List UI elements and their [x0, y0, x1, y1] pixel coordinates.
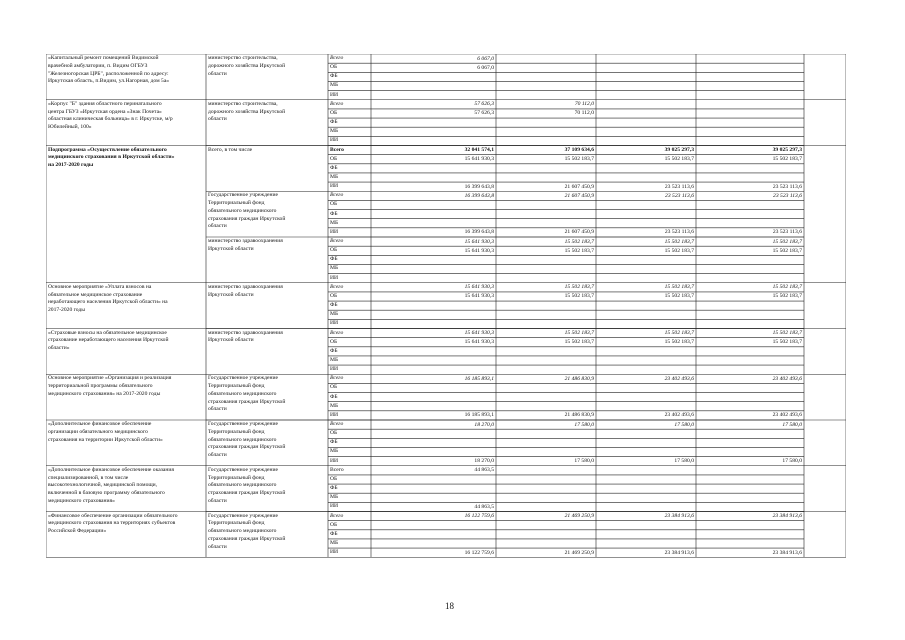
amount-cell: [696, 504, 802, 513]
amount-cell: [496, 138, 594, 147]
amount-cell: [696, 495, 802, 504]
source-label: Всего: [330, 375, 344, 382]
amount-cell: 15 502 183,7: [772, 156, 802, 163]
source-label: Всего: [330, 192, 344, 199]
amount-cell: 15 502 183,7: [564, 330, 594, 336]
amount-cell: [371, 385, 494, 394]
source-label: МБ: [330, 539, 339, 546]
amount-cell: 15 502 183,7: [664, 247, 694, 254]
amount-cell: [696, 257, 802, 266]
amount-cell: [371, 403, 494, 412]
amount-cell: 15 502 183,7: [772, 284, 802, 291]
source-label: Всего: [330, 146, 344, 153]
source-label: ИИ: [330, 91, 339, 98]
source-label: МБ: [330, 448, 339, 455]
amount-cell: [696, 385, 802, 394]
amount-cell: [696, 486, 802, 495]
amount-cell: 15 502 183,7: [772, 330, 802, 336]
amount-cell: 16 399 643,8: [464, 192, 494, 199]
amount-cell: [496, 257, 594, 266]
source-label: МБ: [330, 173, 339, 180]
amount-cell: [496, 540, 594, 549]
source-label: МБ: [330, 402, 339, 409]
amount-cell: 6 067,0: [477, 55, 494, 62]
amount-cell: 15 641 930,3: [464, 238, 494, 245]
source-label: ФБ: [330, 530, 338, 537]
block-main-payment-nonworking-description: Основное мероприятие «Уплата взносов на обязательное медицинское страхование неработающего населения Иркутской области» на 2017-2020 годы: [48, 283, 168, 314]
block-subprogram-oms-description: Подпрограмма «Осуществление обязательного медицинского страхования в Иркутской области» на 2017-2020 годы: [48, 146, 175, 169]
amount-cell: [596, 110, 694, 119]
amount-cell: 23 402 493,6: [772, 412, 802, 419]
amount-cell: 15 502 183,7: [772, 293, 802, 300]
amount-cell: 17 580,0: [674, 421, 694, 428]
amount-cell: [696, 321, 802, 330]
amount-cell: [371, 266, 494, 275]
source-label: Всего: [330, 100, 344, 107]
amount-cell: [696, 65, 802, 74]
amount-cell: 15 502 183,7: [772, 339, 802, 346]
amount-cell: [596, 403, 694, 412]
amount-cell: [496, 83, 594, 92]
amount-cell: 37 109 634,6: [564, 147, 594, 153]
amount-cell: [596, 495, 694, 504]
amount-cell: [371, 303, 494, 312]
amount-cell: [696, 540, 802, 549]
amount-cell: [596, 367, 694, 376]
amount-cell: [696, 83, 802, 92]
amount-cell: 23 523 113,6: [665, 192, 694, 199]
source-label: Всего: [330, 283, 344, 290]
amount-cell: 15 502 183,7: [564, 247, 594, 254]
amount-cell: [596, 476, 694, 485]
amount-cell: 15 502 183,7: [564, 238, 594, 245]
amount-cell: [696, 74, 802, 83]
amount-cell: [496, 504, 594, 513]
block-capital-repair-vidim-executor: министерство строительства, дорожного хозяйства Иркутской области: [208, 55, 286, 77]
amount-cell: [371, 74, 494, 83]
amount-cell: [371, 522, 494, 531]
block-korpus-b-executor: министерство строительства, дорожного хозяйства Иркутской области: [208, 100, 286, 123]
source-label: ИИ: [330, 549, 339, 556]
amount-cell: [371, 357, 494, 366]
amount-cell: [371, 449, 494, 458]
source-label: ОБ: [330, 64, 338, 71]
amount-cell: 23 384 913,6: [664, 549, 694, 556]
amount-cell: [696, 449, 802, 458]
amount-cell: [371, 348, 494, 357]
amount-cell: [596, 202, 694, 211]
amount-cell: 17 580,0: [782, 458, 802, 465]
amount-cell: 23 523 113,6: [664, 183, 694, 190]
amount-cell: [496, 367, 594, 376]
source-label: ОБ: [330, 109, 338, 116]
amount-cell: [596, 394, 694, 403]
amount-cell: [696, 312, 802, 321]
amount-cell: 15 502 183,7: [664, 284, 694, 291]
amount-cell: [496, 348, 594, 357]
amount-cell: [371, 257, 494, 266]
amount-cell: 15 502 183,7: [564, 339, 594, 346]
amount-cell: [696, 220, 802, 229]
amount-cell: [371, 495, 494, 504]
amount-cell: 23 384 913,6: [772, 549, 802, 556]
amount-cell: 23 523 113,6: [664, 229, 694, 236]
amount-cell: [596, 348, 694, 357]
amount-cell: 15 502 183,7: [772, 238, 802, 245]
amount-cell: [596, 266, 694, 275]
amount-cell: [596, 211, 694, 220]
amount-cell: 39 025 297,3: [664, 147, 694, 153]
block-main-payment-nonworking-executor: министерство здравоохранения Иркутской области: [208, 283, 283, 298]
amount-cell: 15 502 183,7: [664, 339, 694, 346]
amount-cell: [496, 522, 594, 531]
amount-cell: 21 607 450,9: [564, 183, 594, 190]
amount-cell: [596, 522, 694, 531]
source-label: ИИ: [330, 228, 339, 235]
amount-cell: 39 025 297,3: [772, 147, 802, 153]
amount-cell: 15 502 183,7: [564, 284, 594, 291]
amount-cell: 57 626,3: [474, 101, 494, 108]
amount-cell: 16 122 759,6: [464, 549, 494, 556]
amount-cell: 17 580,0: [674, 458, 694, 465]
block-subprogram-oms-executor: Всего, в том числе: [208, 146, 253, 153]
amount-cell: [496, 275, 594, 284]
amount-cell: 17 580,0: [782, 421, 802, 428]
amount-cell: [496, 165, 594, 174]
amount-cell: 15 641 930,3: [464, 284, 494, 291]
amount-cell: [696, 202, 802, 211]
amount-cell: [496, 303, 594, 312]
source-label: ФБ: [330, 302, 338, 309]
amount-cell: 15 641 930,3: [464, 293, 494, 300]
amount-cell: [696, 174, 802, 183]
amount-cell: [371, 202, 494, 211]
source-label: Всего: [330, 55, 344, 61]
amount-cell: [371, 211, 494, 220]
amount-cell: [596, 312, 694, 321]
amount-cell: [696, 403, 802, 412]
block-main-territorial-program-description: Основное мероприятие «Организация и реализация территориальной программы обязательного медицинского страхования» на 2017-2020 годы: [48, 375, 172, 397]
amount-cell: [496, 394, 594, 403]
block-insurance-contributions-description: «Страховые взносы на обязательное медицинское страхование неработающего населения Иркутской области»: [48, 329, 169, 352]
source-label: ОБ: [330, 155, 338, 162]
amount-cell: [496, 220, 594, 229]
amount-cell: [696, 110, 802, 119]
source-label: ОБ: [330, 384, 338, 391]
amount-cell: [496, 92, 594, 101]
amount-cell: [371, 165, 494, 174]
amount-cell: [496, 357, 594, 366]
source-label: ИИ: [330, 457, 339, 464]
block-high-tech-care-executor: Государственное учреждение Территориальный фонд обязательного медицинского страхования граждан Иркутской области: [208, 466, 286, 504]
amount-cell: 15 502 183,7: [664, 156, 694, 163]
amount-cell: [496, 467, 594, 476]
source-label: Всего: [330, 329, 344, 336]
amount-cell: 21 469 250,9: [564, 513, 594, 519]
block-subprogram-oms-executor: министерство здравоохранения Иркутской области: [208, 238, 283, 252]
amount-cell: [371, 476, 494, 485]
amount-cell: 23 402 493,6: [664, 375, 694, 382]
amount-cell: [696, 357, 802, 366]
amount-cell: 70 112,0: [574, 110, 594, 117]
amount-cell: [596, 129, 694, 138]
source-label: ФБ: [330, 73, 338, 80]
amount-cell: 18 270,0: [474, 421, 494, 428]
amount-cell: [496, 495, 594, 504]
amount-cell: [371, 440, 494, 449]
amount-cell: [596, 65, 694, 74]
amount-cell: [596, 101, 694, 110]
amount-cell: [496, 476, 594, 485]
source-label: ИИ: [330, 320, 339, 327]
amount-cell: 15 502 183,7: [564, 293, 594, 300]
amount-cell: 23 402 493,6: [664, 412, 694, 419]
amount-cell: 15 502 183,7: [664, 293, 694, 300]
amount-cell: [371, 220, 494, 229]
amount-cell: [696, 476, 802, 485]
source-label: ФБ: [330, 393, 338, 400]
amount-cell: 44 863,5: [474, 467, 494, 474]
amount-cell: [596, 504, 694, 513]
amount-cell: [596, 486, 694, 495]
amount-cell: 44 863,5: [474, 503, 494, 510]
amount-cell: [496, 403, 594, 412]
amount-cell: 21 486 830,9: [564, 412, 594, 419]
source-label: ИИ: [330, 366, 339, 373]
source-label: МБ: [330, 265, 339, 272]
amount-cell: [696, 266, 802, 275]
amount-cell: [696, 120, 802, 129]
amount-cell: [596, 449, 694, 458]
amount-cell: [596, 120, 694, 129]
amount-cell: 15 502 183,7: [564, 156, 594, 163]
amount-cell: 23 384 913,6: [772, 513, 802, 519]
block-financial-support-subjects-description: «Финансовое обеспечение организации обязательного медицинского страхования на территориях субъектов Российской Федерации»: [48, 512, 178, 535]
amount-cell: 18 270,0: [474, 458, 494, 465]
source-label: ОБ: [330, 521, 338, 528]
source-label: ОБ: [330, 201, 338, 208]
amount-cell: [596, 174, 694, 183]
source-label: МБ: [330, 219, 339, 226]
amount-cell: 57 626,3: [474, 110, 494, 117]
amount-cell: [696, 440, 802, 449]
amount-cell: [371, 394, 494, 403]
amount-cell: 16 122 759,6: [464, 513, 494, 519]
amount-cell: [596, 440, 694, 449]
amount-cell: [596, 83, 694, 92]
amount-cell: [696, 348, 802, 357]
amount-cell: [596, 303, 694, 312]
amount-cell: [596, 257, 694, 266]
amount-cell: [596, 56, 694, 65]
amount-cell: [696, 531, 802, 540]
page-number: 18: [445, 601, 454, 611]
amount-cell: [596, 357, 694, 366]
block-subprogram-oms-executor: Государственное учреждение Территориальный фонд обязательного медицинского страхования граждан Иркутской области: [208, 192, 286, 230]
amount-cell: [371, 174, 494, 183]
amount-cell: [696, 129, 802, 138]
block-capital-repair-vidim-description: «Капитальный ремонт помещений Видимской врачебной амбулатории, п. Видим ОГБУЗ "Железногорская ЦРБ", расположенной по адресу: Иркутская область, п.Видим, ул.Нагорная, дом 5а»: [48, 55, 170, 85]
amount-cell: 23 523 113,6: [772, 229, 802, 236]
amount-cell: [696, 431, 802, 440]
block-insurance-contributions-executor: министерство здравоохранения Иркутской области: [208, 329, 283, 344]
source-label: Всего: [330, 512, 344, 519]
source-label: Всего: [330, 466, 344, 473]
amount-cell: [371, 431, 494, 440]
amount-cell: [496, 385, 594, 394]
amount-cell: [496, 486, 594, 495]
amount-cell: 16 399 643,8: [464, 229, 494, 236]
amount-cell: [496, 531, 594, 540]
source-label: МБ: [330, 128, 339, 135]
amount-cell: 21 486 830,9: [564, 375, 594, 382]
amount-cell: 23 402 493,6: [772, 375, 802, 382]
amount-cell: [696, 92, 802, 101]
amount-cell: [596, 220, 694, 229]
amount-cell: [696, 56, 802, 65]
amount-cell: [496, 65, 594, 74]
amount-cell: [371, 92, 494, 101]
source-label: ФБ: [330, 119, 338, 126]
amount-cell: [696, 165, 802, 174]
block-financial-support-subjects-executor: Государственное учреждение Территориальный фонд обязательного медицинского страхования граждан Иркутской области: [208, 512, 286, 550]
amount-cell: 17 580,0: [574, 421, 594, 428]
amount-cell: [496, 56, 594, 65]
amount-cell: 15 502 183,7: [664, 330, 694, 336]
amount-cell: [596, 321, 694, 330]
source-label: ОБ: [330, 430, 338, 437]
amount-cell: [496, 266, 594, 275]
amount-cell: 70 112,0: [574, 101, 594, 108]
amount-cell: 15 641 930,3: [464, 330, 494, 336]
source-label: ИИ: [330, 274, 339, 281]
amount-cell: [371, 486, 494, 495]
amount-cell: [696, 394, 802, 403]
amount-cell: 15 641 930,3: [464, 247, 494, 254]
amount-cell: [596, 431, 694, 440]
amount-cell: 16 185 893,1: [464, 375, 494, 382]
amount-cell: 17 580,0: [574, 458, 594, 465]
amount-cell: 21 607 450,9: [564, 192, 594, 199]
amount-cell: [371, 367, 494, 376]
block-main-territorial-program-executor: Государственное учреждение Территориальный фонд обязательного медицинского страхования граждан Иркутской области: [208, 375, 286, 413]
source-label: ИИ: [330, 503, 339, 510]
block-additional-financial-description: «Дополнительное финансовое обеспечение организации обязательного медицинского страхования на территории Иркутской области»: [48, 421, 163, 443]
amount-cell: [371, 275, 494, 284]
amount-cell: [371, 531, 494, 540]
amount-cell: [496, 120, 594, 129]
block-high-tech-care-description: «Дополнительное финансовое обеспечение оказания специализированной, в том числе высокотехнологичной, медицинской помощи, включенной в базовую программу обязательного медицинского страхования»: [48, 466, 174, 504]
source-label: Всего: [330, 421, 344, 427]
amount-cell: 15 641 930,3: [464, 339, 494, 346]
amount-cell: [496, 74, 594, 83]
amount-cell: [371, 83, 494, 92]
source-label: ОБ: [330, 475, 338, 482]
amount-cell: [496, 321, 594, 330]
amount-cell: [696, 101, 802, 110]
source-label: ФБ: [330, 256, 338, 263]
amount-cell: [696, 467, 802, 476]
source-label: МБ: [330, 82, 339, 89]
amount-cell: [496, 202, 594, 211]
source-label: ФБ: [330, 347, 338, 354]
source-label: ИИ: [330, 137, 339, 144]
amount-cell: 23 523 113,6: [773, 192, 802, 199]
amount-cell: [496, 211, 594, 220]
source-label: ИИ: [330, 411, 339, 418]
source-label: ФБ: [330, 210, 338, 217]
amount-cell: [596, 531, 694, 540]
amount-cell: [596, 540, 694, 549]
amount-cell: [596, 92, 694, 101]
amount-cell: 15 641 930,3: [464, 156, 494, 163]
source-label: ОБ: [330, 247, 338, 254]
amount-cell: [696, 367, 802, 376]
source-label: МБ: [330, 356, 339, 363]
amount-cell: 32 041 574,1: [464, 147, 494, 153]
amount-cell: 15 502 183,7: [664, 238, 694, 245]
source-label: МБ: [330, 494, 339, 501]
source-label: ФБ: [330, 164, 338, 171]
amount-cell: [496, 129, 594, 138]
source-label: МБ: [330, 311, 339, 318]
amount-cell: [696, 522, 802, 531]
amount-cell: 21 607 450,9: [564, 229, 594, 236]
amount-cell: [696, 138, 802, 147]
amount-cell: [596, 275, 694, 284]
amount-cell: [371, 540, 494, 549]
amount-cell: [596, 74, 694, 83]
amount-cell: [496, 449, 594, 458]
amount-cell: [371, 312, 494, 321]
block-korpus-b-description: «Корпус "Б" здания областного перинатального центра ГБУЗ «Иркутская ордена «Знак Почета» областная клиническая больница» в г. Иркутске, м/р Юбилейный, 100»: [48, 100, 173, 131]
source-label: ФБ: [330, 439, 338, 446]
amount-cell: [696, 275, 802, 284]
amount-cell: [596, 165, 694, 174]
source-label: Всего: [330, 238, 344, 244]
amount-cell: [496, 174, 594, 183]
amount-cell: [371, 138, 494, 147]
amount-cell: [371, 120, 494, 129]
amount-cell: 16 399 643,8: [464, 183, 494, 190]
amount-cell: [696, 211, 802, 220]
amount-cell: [596, 138, 694, 147]
amount-cell: [696, 303, 802, 312]
amount-cell: [371, 129, 494, 138]
amount-cell: 21 469 250,9: [564, 549, 594, 556]
source-label: ОБ: [330, 338, 338, 345]
budget-table: [46, 54, 846, 577]
amount-cell: [496, 431, 594, 440]
amount-cell: [596, 467, 694, 476]
block-additional-financial-executor: Государственное учреждение Территориальный фонд обязательного медицинского страхования граждан Иркутской области: [208, 421, 286, 459]
amount-cell: [596, 385, 694, 394]
amount-cell: [496, 312, 594, 321]
amount-cell: [371, 321, 494, 330]
source-label: ФБ: [330, 485, 338, 492]
amount-cell: 6 067,0: [477, 64, 494, 71]
source-label: ИИ: [330, 183, 339, 190]
amount-cell: 23 384 913,6: [664, 513, 694, 519]
amount-cell: [496, 440, 594, 449]
amount-cell: 23 523 113,6: [772, 183, 802, 190]
amount-cell: 16 185 893,1: [464, 412, 494, 419]
source-label: ОБ: [330, 292, 338, 299]
amount-cell: 15 502 183,7: [772, 247, 802, 254]
